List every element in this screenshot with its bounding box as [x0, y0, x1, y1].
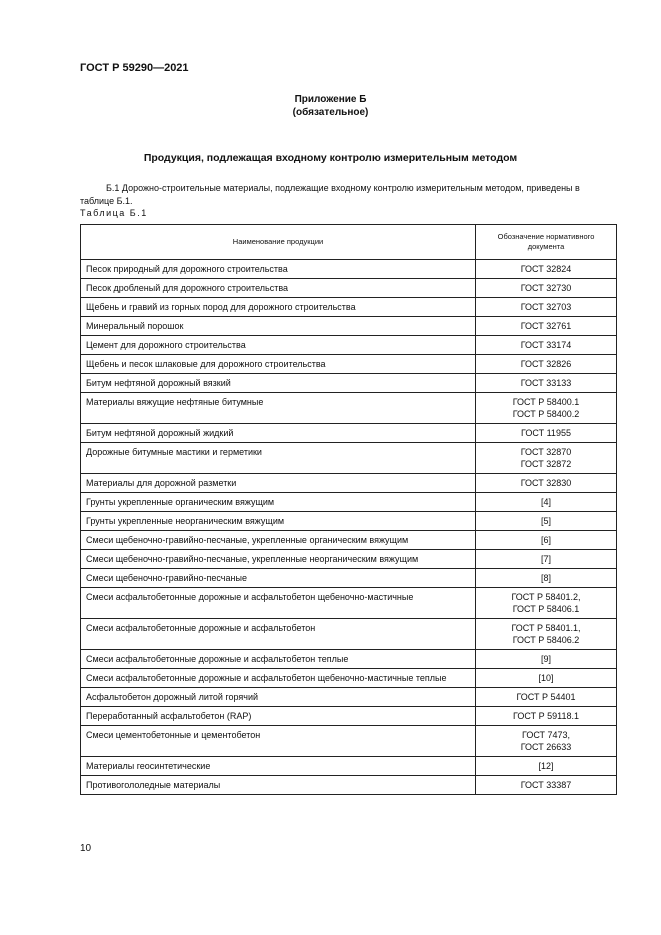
table-row	[81, 374, 617, 393]
appendix-title: Приложение Б	[294, 94, 367, 105]
table-row	[81, 726, 617, 757]
table-row	[81, 443, 617, 474]
standard-code-cell: ГОСТ 32703	[476, 298, 617, 317]
product-name-cell: Смеси асфальтобетонные дорожные и асфальтобетон	[81, 619, 476, 650]
standard-code-cell: [12]	[476, 757, 617, 776]
standard-code-cell: ГОСТ 32826	[476, 355, 617, 374]
standard-code-cell: [5]	[476, 512, 617, 531]
standard-code-cell: ГОСТ 7473, ГОСТ 26633	[476, 726, 617, 757]
table-row	[81, 588, 617, 619]
table-row	[81, 393, 617, 424]
product-name-cell: Грунты укрепленные органическим вяжущим	[81, 493, 476, 512]
table-row	[81, 317, 617, 336]
product-name-cell: Материалы вяжущие нефтяные битумные	[81, 393, 476, 424]
standard-code-cell: ГОСТ Р 58400.1 ГОСТ Р 58400.2	[476, 393, 617, 424]
product-name-cell: Минеральный порошок	[81, 317, 476, 336]
table-row	[81, 757, 617, 776]
standard-code-cell: [10]	[476, 669, 617, 688]
standard-code-cell: ГОСТ 32730	[476, 279, 617, 298]
product-name-cell: Песок природный для дорожного строительства	[81, 260, 476, 279]
product-name-cell: Асфальтобетон дорожный литой горячий	[81, 688, 476, 707]
section-title: Продукция, подлежащая входному контролю измерительным методом	[143, 152, 518, 164]
page-number: 10	[80, 843, 92, 854]
table-header-row	[81, 225, 617, 260]
table-row	[81, 512, 617, 531]
standard-code-cell: ГОСТ Р 54401	[476, 688, 617, 707]
standard-code-cell: [7]	[476, 550, 617, 569]
product-name-cell: Битум нефтяной дорожный вязкий	[81, 374, 476, 393]
column-header-name: Наименование продукции	[81, 225, 476, 260]
intro-paragraph: Б.1 Дорожно-строительные материалы, подлежащие входному контролю измерительным методом, приведены в таблице Б.1.	[80, 183, 580, 206]
appendix-heading	[0, 93, 661, 119]
standard-code-cell: ГОСТ Р 58401.1, ГОСТ Р 58406.2	[476, 619, 617, 650]
product-name-cell: Щебень и песок шлаковые для дорожного строительства	[81, 355, 476, 374]
table-row	[81, 279, 617, 298]
table-row	[81, 550, 617, 569]
standard-code-cell: ГОСТ 32870 ГОСТ 32872	[476, 443, 617, 474]
table-row	[81, 650, 617, 669]
table-row	[81, 493, 617, 512]
product-name-cell: Смеси асфальтобетонные дорожные и асфальтобетон теплые	[81, 650, 476, 669]
product-name-cell: Щебень и гравий из горных пород для дорожного строительства	[81, 298, 476, 317]
table-row	[81, 707, 617, 726]
standard-code-cell: [6]	[476, 531, 617, 550]
table-body	[81, 260, 617, 795]
product-name-cell: Смеси асфальтобетонные дорожные и асфальтобетон щебеночно-мастичные теплые	[81, 669, 476, 688]
appendix-status: (обязательное)	[292, 107, 369, 118]
product-name-cell: Дорожные битумные мастики и герметики	[81, 443, 476, 474]
standard-code-cell: ГОСТ 32761	[476, 317, 617, 336]
standard-code-cell: ГОСТ Р 58401.2, ГОСТ Р 58406.1	[476, 588, 617, 619]
column-header-code: Обозначение нормативного документа	[476, 225, 617, 260]
table-row	[81, 669, 617, 688]
product-name-cell: Смеси щебеночно-гравийно-песчаные, укрепленные органическим вяжущим	[81, 531, 476, 550]
product-name-cell: Материалы для дорожной разметки	[81, 474, 476, 493]
table-row	[81, 619, 617, 650]
document-id: ГОСТ Р 59290—2021	[80, 62, 189, 74]
product-name-cell: Смеси щебеночно-гравийно-песчаные, укрепленные неорганическим вяжущим	[81, 550, 476, 569]
table-row	[81, 355, 617, 374]
product-name-cell: Переработанный асфальтобетон (RAP)	[81, 707, 476, 726]
standard-code-cell: ГОСТ 32824	[476, 260, 617, 279]
table-row	[81, 260, 617, 279]
product-name-cell: Смеси цементобетонные и цементобетон	[81, 726, 476, 757]
table-row	[81, 531, 617, 550]
product-name-cell: Цемент для дорожного строительства	[81, 336, 476, 355]
standard-code-cell: ГОСТ 33387	[476, 776, 617, 795]
product-name-cell: Битум нефтяной дорожный жидкий	[81, 424, 476, 443]
product-name-cell: Смеси асфальтобетонные дорожные и асфальтобетон щебеночно-мастичные	[81, 588, 476, 619]
product-name-cell: Противогололедные материалы	[81, 776, 476, 795]
standard-code-cell: ГОСТ 11955	[476, 424, 617, 443]
product-name-cell: Смеси щебеночно-гравийно-песчаные	[81, 569, 476, 588]
table-row	[81, 474, 617, 493]
standard-code-cell: [9]	[476, 650, 617, 669]
product-name-cell: Материалы геосинтетические	[81, 757, 476, 776]
table-row	[81, 776, 617, 795]
product-name-cell: Грунты укрепленные неорганическим вяжущим	[81, 512, 476, 531]
product-name-cell: Песок дробленый для дорожного строительства	[81, 279, 476, 298]
standard-code-cell: [8]	[476, 569, 617, 588]
products-table	[80, 224, 617, 795]
standard-code-cell: ГОСТ Р 59118.1	[476, 707, 617, 726]
standard-code-cell: ГОСТ 33133	[476, 374, 617, 393]
table-row	[81, 298, 617, 317]
table-caption: Таблица Б.1	[80, 208, 148, 218]
table-row	[81, 688, 617, 707]
standard-code-cell: ГОСТ 33174	[476, 336, 617, 355]
standard-code-cell: ГОСТ 32830	[476, 474, 617, 493]
table-row	[81, 569, 617, 588]
standard-code-cell: [4]	[476, 493, 617, 512]
table-row	[81, 336, 617, 355]
table-row	[81, 424, 617, 443]
